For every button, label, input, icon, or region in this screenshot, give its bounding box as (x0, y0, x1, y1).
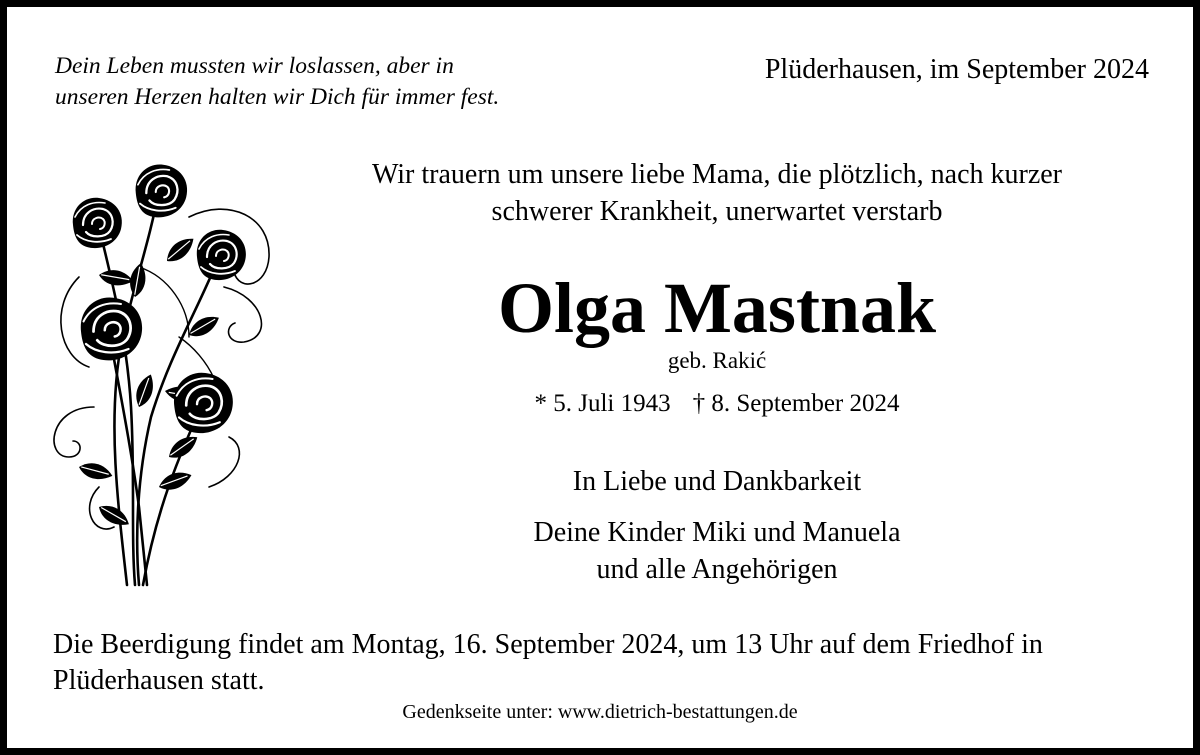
maiden-name: geb. Rakić (667, 348, 767, 373)
quote-line: unseren Herzen halten wir Dich für immer fest. (55, 84, 500, 110)
rose-bouquet-icon (39, 157, 287, 589)
intro-line: Wir trauern um unsere liebe Mama, die plötzlich, nach kurzer (371, 159, 1063, 190)
mourners-signature (307, 514, 1127, 588)
memorial-page-link[interactable]: Gedenkseite unter: www.dietrich-bestattungen.de (402, 701, 798, 723)
intro-text (307, 156, 1127, 230)
memorial-quote (55, 51, 615, 113)
life-dates (307, 387, 1127, 421)
deceased-name: Olga Mastnak (497, 268, 937, 348)
intro-line: schwerer Krankheit, unerwartet verstarb (491, 196, 943, 227)
quote-line: Dein Leben mussten wir loslassen, aber in (55, 53, 454, 79)
funeral-info (53, 627, 1173, 699)
place-and-date: Plüderhausen, im September 2024 (764, 54, 1149, 85)
mourners-line: Deine Kinder Miki und Manuela (533, 517, 901, 548)
funeral-line: Die Beerdigung findet am Montag, 16. September 2024, um 13 Uhr auf dem Friedhof in (53, 629, 1043, 660)
mourners-line: und alle Angehörigen (596, 554, 838, 585)
death-date: † 8. September 2024 (692, 390, 900, 417)
funeral-line: Plüderhausen statt. (53, 665, 265, 696)
birth-date: * 5. Juli 1943 (534, 390, 671, 417)
thanks-line: In Liebe und Dankbarkeit (572, 466, 862, 497)
